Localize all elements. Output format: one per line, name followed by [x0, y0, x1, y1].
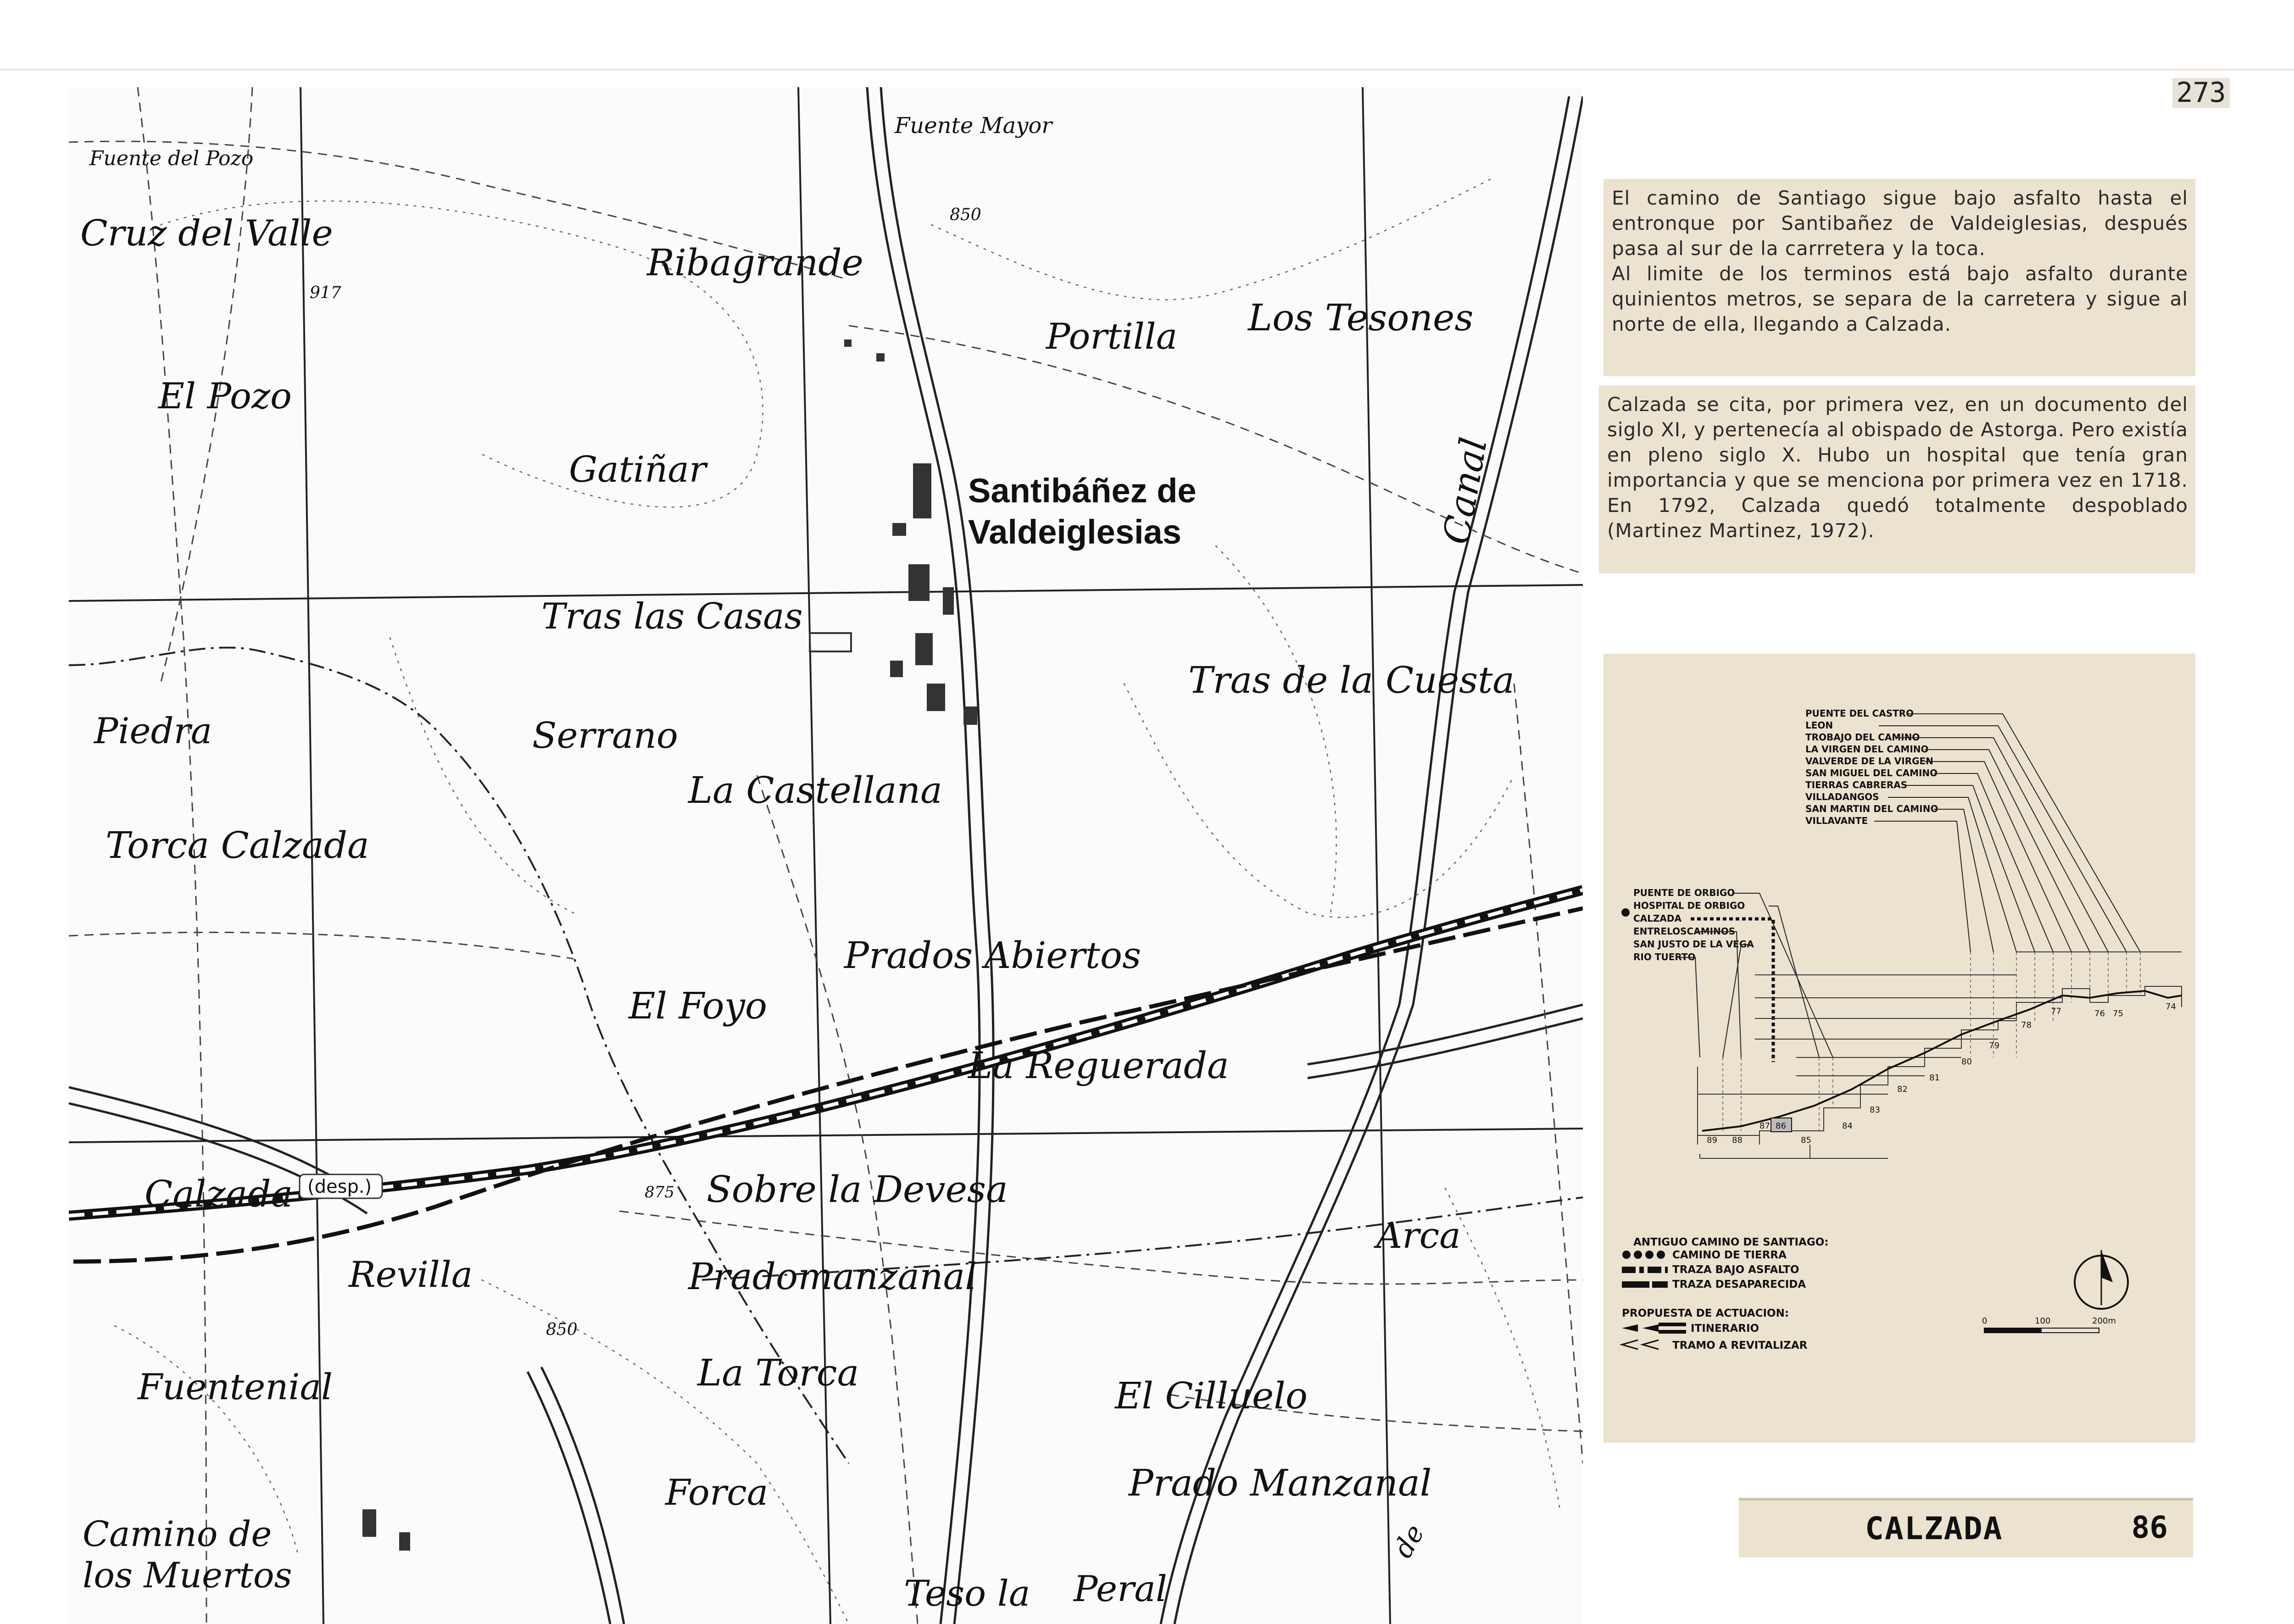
town-valverde: VALVERDE DE LA VIRGEN — [1805, 756, 1933, 767]
legend-title: ANTIGUO CAMINO DE SANTIAGO: — [1633, 1236, 1829, 1248]
svg-text:75: 75 — [2113, 1009, 2123, 1018]
svg-text:74: 74 — [2166, 1002, 2176, 1012]
svg-text:81: 81 — [1929, 1073, 1940, 1083]
topographic-map — [69, 87, 1583, 1624]
label-cruz-del-valle: Cruz del Valle — [80, 213, 333, 254]
label-desp: (desp.) — [307, 1176, 372, 1197]
label-torca-calzada: Torca Calzada — [106, 824, 369, 867]
label-el-foyo: El Foyo — [629, 984, 768, 1027]
description-paragraph-2: Calzada se cita, por primera vez, en un documento del siglo XI, y pertenecía al obispado de Astorga. Pero existía en pleno siglo X. Hubo un hospital que tenía gran importancia y que se menciona por primera vez en 1718. En 1792, Calzada quedó totalmente despoblado (Martinez Martinez, 1972). — [1607, 393, 2188, 542]
town-san-martin: SAN MARTIN DEL CAMINO — [1805, 803, 1938, 814]
label-fuentenial: Fuentenial — [138, 1367, 333, 1408]
label-850-north: 850 — [950, 206, 981, 224]
town-tierras-cabreras: TIERRAS CABRERAS — [1805, 779, 1908, 790]
town-rio-tuerto: RIO TUERTO — [1633, 951, 1696, 962]
town-villadangos: VILLADANGOS — [1805, 791, 1879, 802]
town-entreloscaminos: ENTRELOSCAMINOS — [1633, 926, 1736, 937]
town-puente-de-orbigo: PUENTE DE ORBIGO — [1633, 887, 1735, 898]
label-la-castellana: La Castellana — [688, 769, 942, 812]
town-leon: LEON — [1805, 720, 1833, 731]
legend-proposal-title: PROPUESTA DE ACTUACION: — [1622, 1307, 1789, 1319]
label-camino-de: Camino de — [83, 1513, 272, 1554]
legend-traza-desaparecida: TRAZA DESAPARECIDA — [1672, 1279, 1806, 1290]
label-pradomanzanal: Pradomanzanal — [688, 1255, 977, 1298]
svg-text:200m: 200m — [2092, 1316, 2116, 1326]
footer-title: CALZADA — [1865, 1511, 2003, 1547]
profile-towns-west — [1633, 887, 1754, 962]
legend-camino-de-tierra: CAMINO DE TIERRA — [1672, 1249, 1787, 1261]
north-arrow-icon — [2075, 1250, 2128, 1309]
route-profile-panel — [1604, 654, 2195, 1443]
legend-itinerary-icon — [1622, 1324, 1659, 1332]
label-tras-de-la: Tras de la — [1188, 659, 1374, 701]
town-calzada: CALZADA — [1633, 913, 1682, 924]
label-serrano: Serrano — [532, 715, 678, 756]
calzada-marker — [1621, 908, 1630, 917]
label-valdeiglesias: Valdeiglesias — [968, 513, 1181, 551]
label-teso-la: Teso la — [904, 1573, 1030, 1614]
label-revilla: Revilla — [349, 1254, 473, 1296]
label-portilla: Portilla — [1046, 316, 1178, 357]
label-peral: Peral — [1074, 1568, 1167, 1610]
label-la-torca: La Torca — [697, 1351, 859, 1394]
page-top-rule — [0, 69, 2294, 71]
label-fuente-mayor: Fuente Mayor — [895, 113, 1052, 139]
label-prados-abiertos: Prados Abiertos — [844, 934, 1141, 977]
svg-text:89: 89 — [1707, 1135, 1717, 1145]
label-arca: Arca — [1376, 1215, 1461, 1257]
town-san-miguel: SAN MIGUEL DEL CAMINO — [1805, 768, 1938, 779]
label-santibanez: Santibáñez de — [968, 472, 1197, 510]
footer-sheet-number: 86 — [2131, 1510, 2168, 1545]
label-el-pozo: El Pozo — [158, 376, 292, 417]
legend-itinerario: ITINERARIO — [1691, 1323, 1759, 1335]
svg-text:0: 0 — [1982, 1316, 1988, 1326]
page-number: 273 — [2172, 78, 2230, 108]
scale-bar — [1982, 1316, 2116, 1333]
label-la-reguerada: La Reguerada — [968, 1044, 1229, 1087]
profile-legend — [1622, 1236, 1828, 1351]
footer-rule — [1739, 1498, 2193, 1501]
description-panel-1 — [1604, 179, 2195, 376]
svg-text:83: 83 — [1870, 1105, 1880, 1115]
label-cuesta: Cuesta — [1386, 659, 1514, 701]
label-el-cilluelo: El Cilluelo — [1115, 1374, 1308, 1417]
svg-text:85: 85 — [1801, 1135, 1811, 1145]
description-panel-2 — [1599, 385, 2195, 573]
label-gatinar: Gatiñar — [569, 449, 707, 490]
svg-text:84: 84 — [1842, 1121, 1853, 1131]
label-prado-manzanal: Prado Manzanal — [1129, 1462, 1432, 1504]
town-la-virgen: LA VIRGEN DEL CAMINO — [1805, 744, 1929, 755]
legend-tramo-a-revitalizar: TRAMO A REVITALIZAR — [1672, 1340, 1808, 1351]
label-piedra: Piedra — [94, 711, 212, 752]
description-paragraph-1: El camino de Santiago sigue bajo asfalto hasta el entronque por Santibañez de Valdeiglesias, después pasa al sur de la carrretera y la toca. Al limite de los terminos está bajo asfalto durante quinientos metros, se separa de la carretera y sigue al norte de ella, llegando a Calzada. — [1612, 187, 2188, 336]
town-trobajo: TROBAJO DEL CAMINO — [1805, 732, 1920, 743]
label-los-tesones: Los Tesones — [1248, 296, 1474, 339]
svg-text:77: 77 — [2051, 1007, 2061, 1016]
legend-revitalize-icon — [1622, 1340, 1659, 1349]
profile-town-drops — [1723, 952, 2140, 1131]
town-hospital-de-orbigo: HOSPITAL DE ORBIGO — [1633, 900, 1745, 911]
label-tras-las-casas: Tras las Casas — [541, 596, 803, 637]
label-sobre-la-devesa: Sobre la Devesa — [707, 1168, 1008, 1211]
label-917: 917 — [310, 284, 341, 302]
label-850-south: 850 — [546, 1320, 578, 1339]
label-875: 875 — [645, 1183, 674, 1201]
svg-text:100: 100 — [2035, 1316, 2051, 1326]
label-forca: Forca — [665, 1472, 768, 1513]
town-villavante: VILLAVANTE — [1805, 815, 1868, 826]
svg-text:86: 86 — [1776, 1121, 1786, 1131]
svg-text:88: 88 — [1732, 1135, 1743, 1145]
label-calzada: Calzada — [145, 1173, 293, 1215]
svg-text:78: 78 — [2021, 1020, 2032, 1030]
town-san-justo: SAN JUSTO DE LA VEGA — [1633, 939, 1754, 950]
legend-traza-bajo-asfalto: TRAZA BAJO ASFALTO — [1672, 1264, 1799, 1276]
label-de: de — [1387, 1519, 1431, 1563]
profile-sheet-numbers — [1707, 1002, 2176, 1145]
town-puente-del-castro: PUENTE DEL CASTRO — [1805, 708, 1914, 719]
profile-grid — [1698, 952, 2182, 1158]
label-ribagrande: Ribagrande — [647, 241, 863, 284]
svg-text:80: 80 — [1961, 1057, 1972, 1067]
label-fuente-del-pozo: Fuente del Pozo — [89, 147, 254, 170]
label-canal: Canal — [1435, 434, 1496, 548]
svg-text:79: 79 — [1989, 1041, 1999, 1051]
svg-text:82: 82 — [1897, 1085, 1908, 1094]
svg-text:76: 76 — [2094, 1009, 2105, 1018]
legend-dots-icon — [1622, 1251, 1665, 1259]
svg-text:87: 87 — [1759, 1121, 1770, 1131]
sheet-footer — [1739, 1498, 2193, 1557]
label-los-muertos: los Muertos — [83, 1555, 292, 1596]
